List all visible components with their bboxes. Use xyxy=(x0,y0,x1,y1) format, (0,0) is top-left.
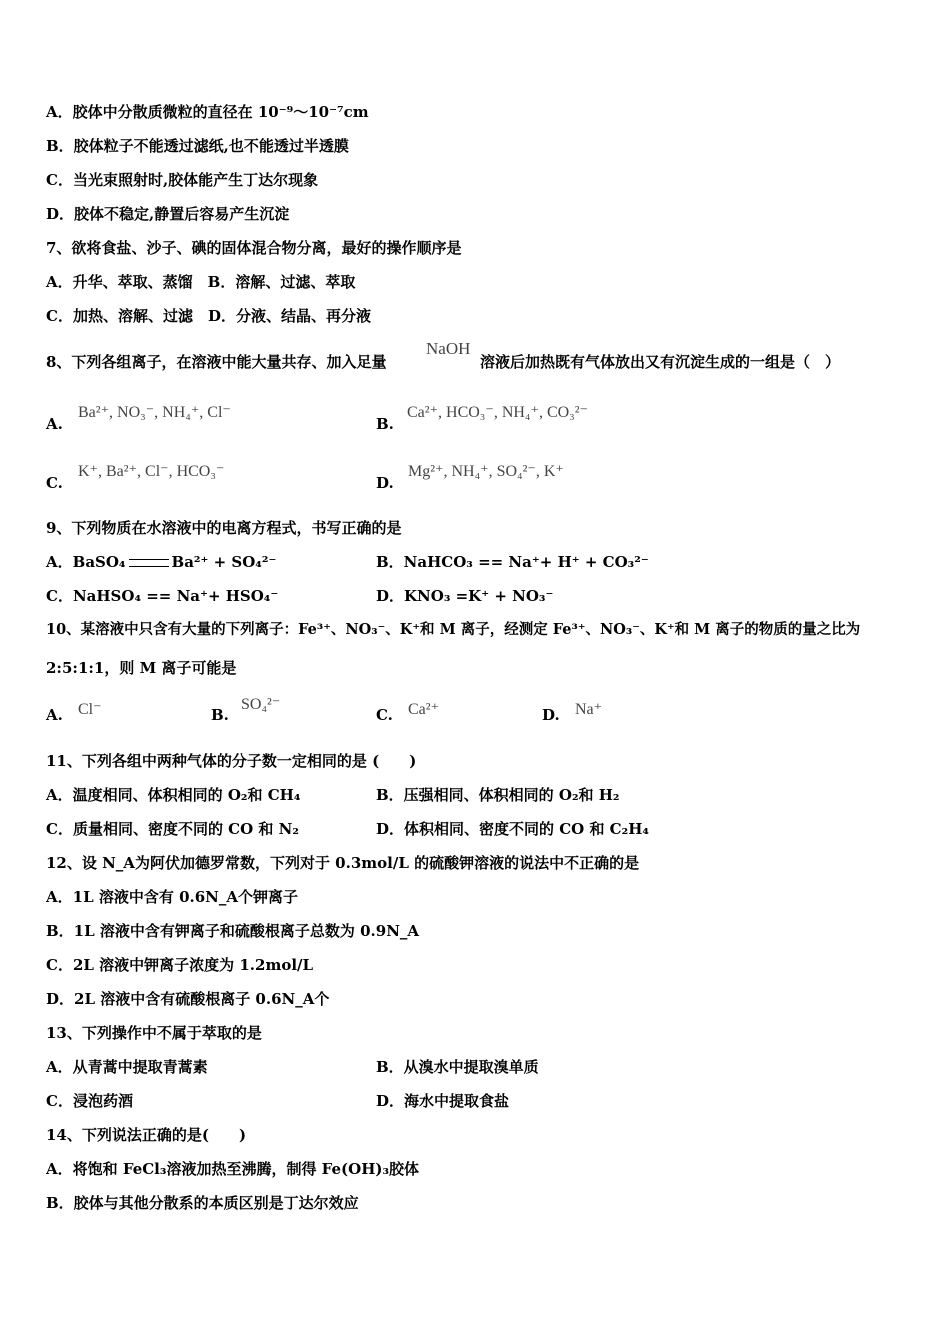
q9-option-c: C．NaHSO₄ == Na⁺+ HSO₄⁻ xyxy=(46,587,279,605)
reversible-arrow-icon xyxy=(129,559,169,567)
q13-option-a: A．从青蒿中提取青蒿素 xyxy=(46,1058,208,1076)
q12-stem: 12、设 N_A为阿伏加德罗常数，下列对于 0.3mol/L 的硫酸钾溶液的说法中不正确的是 xyxy=(46,854,640,872)
q8-option-a-formula: Ba²⁺, NO₃⁻, NH₄⁺, Cl⁻ xyxy=(78,404,231,421)
q13-option-d: D．海水中提取食盐 xyxy=(376,1092,510,1110)
q12-option-d: D．2L 溶液中含有硫酸根离子 0.6N_A个 xyxy=(46,990,330,1008)
q9-stem: 9、下列物质在水溶液中的电离方程式，书写正确的是 xyxy=(46,519,402,537)
q8-stem-post: 溶液后加热既有气体放出又有沉淀生成的一组是（ ） xyxy=(480,353,841,371)
q11-option-c: C．质量相同、密度不同的 CO 和 N₂ xyxy=(46,820,299,838)
q9-option-a-products: Ba²⁺ + SO₄²⁻ xyxy=(171,553,277,571)
q6-option-d: D．胶体不稳定,静置后容易产生沉淀 xyxy=(46,205,290,223)
q10-option-b-formula: SO₄²⁻ xyxy=(241,696,281,713)
q13-stem: 13、下列操作中不属于萃取的是 xyxy=(46,1024,262,1042)
q10-stem-line1: 10、某溶液中只含有大量的下列离子：Fe³⁺、NO₃⁻、K⁺和 M 离子，经测定 Fe³⁺、NO₃⁻、K⁺和 M 离子的物质的量之比为 xyxy=(46,621,861,638)
q14-option-b: B．胶体与其他分散系的本质区别是丁达尔效应 xyxy=(46,1194,359,1212)
q10-option-a-label: A. xyxy=(46,706,63,724)
q8-stem-pre: 8、下列各组离子，在溶液中能大量共存、加入足量 xyxy=(46,353,387,371)
q10-option-c-label: C. xyxy=(376,706,393,724)
q7-options-ab: A．升华、萃取、蒸馏 B．溶解、过滤、萃取 xyxy=(46,273,356,291)
q8-option-c-label: C. xyxy=(46,474,63,492)
q7-options-cd: C．加热、溶解、过滤 D．分液、结晶、再分液 xyxy=(46,307,371,325)
q12-option-a: A．1L 溶液中含有 0.6N_A个钾离子 xyxy=(46,888,299,906)
q10-option-b-label: B. xyxy=(211,706,229,724)
q9-option-b: B．NaHCO₃ == Na⁺+ H⁺ + CO₃²⁻ xyxy=(376,553,649,571)
q9-option-a xyxy=(46,552,276,572)
q14-option-a: A．将饱和 FeCl₃溶液加热至沸腾，制得 Fe(OH)₃胶体 xyxy=(46,1160,420,1178)
q10-stem-line2: 2:5:1:1，则 M 离子可能是 xyxy=(46,659,237,677)
q10-option-c-formula: Ca²⁺ xyxy=(408,701,440,718)
q8-naoh-formula: NaOH xyxy=(426,339,471,358)
q12-option-b: B．1L 溶液中含有钾离子和硫酸根离子总数为 0.9N_A xyxy=(46,922,420,940)
q11-option-b: B．压强相同、体积相同的 O₂和 H₂ xyxy=(376,786,620,804)
q6-option-a: A．胶体中分散质微粒的直径在 10⁻⁹～10⁻⁷cm xyxy=(46,103,369,121)
q11-option-d: D．体积相同、密度不同的 CO 和 C₂H₄ xyxy=(376,820,649,838)
q11-option-a: A．温度相同、体积相同的 O₂和 CH₄ xyxy=(46,786,301,804)
q10-option-d-formula: Na⁺ xyxy=(575,701,603,718)
q8-option-d-formula: Mg²⁺, NH₄⁺, SO₄²⁻, K⁺ xyxy=(408,463,564,480)
q6-option-c: C．当光束照射时,胶体能产生丁达尔现象 xyxy=(46,171,319,189)
q14-stem: 14、下列说法正确的是( ) xyxy=(46,1126,247,1144)
q8-option-b-label: B. xyxy=(376,415,394,433)
q8-option-c-formula: K⁺, Ba²⁺, Cl⁻, HCO₃⁻ xyxy=(78,463,225,480)
q13-option-c: C．浸泡药酒 xyxy=(46,1092,133,1110)
q11-stem: 11、下列各组中两种气体的分子数一定相同的是 ( ) xyxy=(46,752,417,770)
q9-option-d: D．KNO₃ =K⁺ + NO₃⁻ xyxy=(376,587,554,605)
q8-option-a-label: A. xyxy=(46,415,63,433)
q7-stem: 7、欲将食盐、沙子、碘的固体混合物分离，最好的操作顺序是 xyxy=(46,239,462,257)
q6-option-b: B．胶体粒子不能透过滤纸,也不能透过半透膜 xyxy=(46,137,349,155)
q12-option-c: C．2L 溶液中钾离子浓度为 1.2mol/L xyxy=(46,956,314,974)
q8-option-d-label: D. xyxy=(376,474,394,492)
q9-option-a-reactant: A．BaSO₄ xyxy=(46,553,126,571)
q10-option-a-formula: Cl⁻ xyxy=(78,701,102,718)
q10-option-d-label: D. xyxy=(542,706,560,724)
q13-option-b: B．从溴水中提取溴单质 xyxy=(376,1058,539,1076)
q8-option-b-formula: Ca²⁺, HCO₃⁻, NH₄⁺, CO₃²⁻ xyxy=(407,404,588,421)
